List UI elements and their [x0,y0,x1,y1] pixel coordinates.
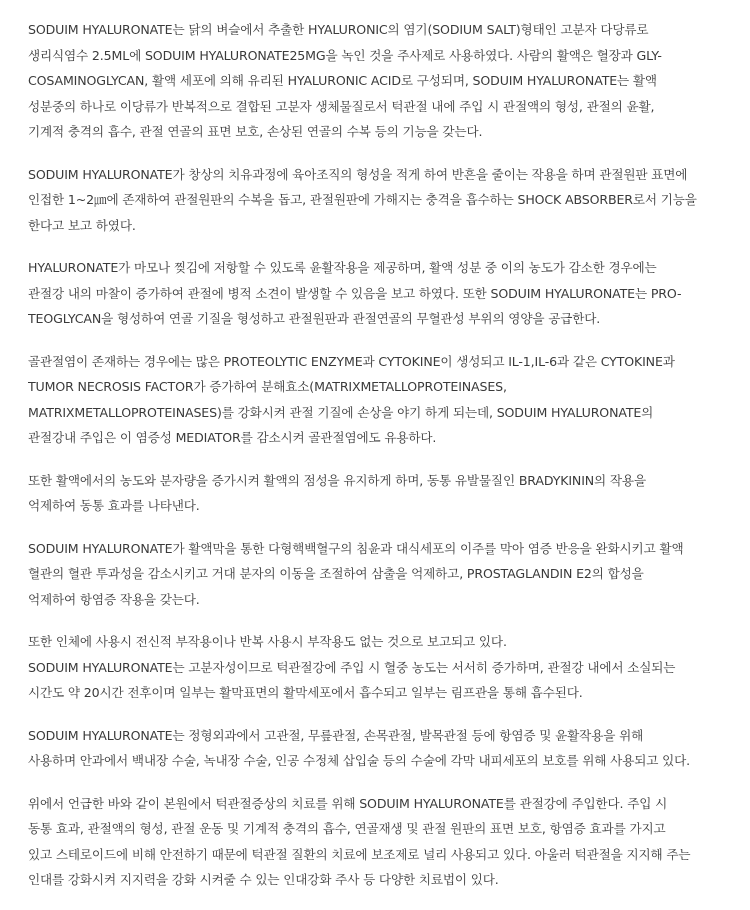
text-line: 관절강 내의 마찰이 증가하여 관절에 병적 소견이 발생할 수 있음을 보고 하였다. 또한 SODUIM HYALURONATE는 PRO- [28,285,682,301]
text-line: 또한 인체에 사용시 전신적 부작용이나 반복 사용시 부작용도 없는 것으로 보고되고 있다. [28,634,507,649]
text-line: SODUIM HYALURONATE가 창상의 치유과정에 육아조직의 형성을 적게 하여 반흔을 줄이는 작용을 하며 관절원판 표면에 [28,166,688,182]
text-line: SODUIM HYALURONATE가 활액막을 통한 다형핵백혈구의 침윤과 대식세포의 이주를 막아 염증 반응을 완화시키고 활액 [28,540,684,556]
text-line: 사용하며 안과에서 백내장 수술, 녹내장 수술, 인공 수정체 삽입술 등의 수술에 각막 내피세포의 보호를 위해 사용되고 있다. [28,753,690,768]
text-line: 억제하여 동통 효과를 나타낸다. [28,498,200,513]
text-line: SODUIM HYALURONATE는 정형외과에서 고관절, 무릎관절, 손목관절, 발목관절 등에 항염증 및 윤활작용을 위해 [28,727,644,743]
paragraph-4 [28,349,750,451]
text-line: 억제하여 항염증 작용을 갖는다. [28,591,200,607]
text-line: 기계적 충격의 흡수, 관절 연골의 표면 보호, 손상된 연골의 수복 등의 기능을 갖는다. [28,124,483,139]
text-line: MATRIXMETALLOPROTEINASES)를 강화시켜 관절 기질에 손상을 야기 하게 되는데, SODUIM HYALURONATE의 [28,404,654,420]
text-line: 동통 효과, 관절액의 형성, 관절 운동 및 기계적 충격의 흡수, 연골재생 및 관절 원판의 표면 보호, 항염증 효과를 가지고 [28,821,666,836]
text-line: 한다고 보고 하였다. [28,217,136,233]
paragraph-6 [28,536,750,613]
text-line: 혈관의 혈관 투과성을 감소시키고 거대 분자의 이동을 조절하여 삼출을 억제하고, PROSTAGLANDIN E2의 합성을 [28,566,644,581]
text-line: 생리식염수 2.5ML에 SODUIM HYALURONATE25MG을 녹인 것을 주사제로 사용하였다. 사람의 활액은 혈장과 GLY- [28,47,662,63]
text-line: SODUIM HYALURONATE는 닭의 벼슬에서 추출한 HYALURONIC의 염기(SODIUM SALT)형태인 고분자 다당류로 [28,22,649,37]
text-line: SODUIM HYALURONATE는 고분자성이므로 턱관절강에 주입 시 혈중 농도는 서서히 증가하며, 관절강 내에서 소실되는 [28,659,676,675]
text-line: 인대를 강화시켜 지지력을 강화 시켜줄 수 있는 인대강화 주사 등 다양한 치료법이 있다. [28,872,499,887]
text-line: 위에서 언급한 바와 같이 본원에서 턱관절증상의 치료를 위해 SODUIM HYALURONATE를 관절강에 주입한다. 주입 시 [28,795,668,811]
text-line: 성분중의 하나로 이당류가 반복적으로 결합된 고분자 생체물질로서 턱관절 내에 주입 시 관절액의 형성, 관절의 윤활, [28,98,655,114]
text-line: TUMOR NECROSIS FACTOR가 증가하여 분해효소(MATRIXMETALLOPROTEINASES, [28,379,507,394]
text-line: TEOGLYCAN을 형성하여 연골 기질을 형성하고 관절원판과 관절연골의 무혈관성 부위의 영양을 공급한다. [28,311,601,326]
paragraph-9 [28,791,750,893]
text-line: 골관절염이 존재하는 경우에는 많은 PROTEOLYTIC ENZYME과 CYTOKINE이 생성되고 IL-1,IL-6과 같은 CYTOKINE과 [28,353,675,369]
document-body [28,17,750,910]
paragraph-3 [28,255,750,332]
text-line: 관절강내 주입은 이 염증성 MEDIATOR를 감소시켜 골관절염에도 유용하다. [28,430,437,445]
text-line: COSAMINOGLYCAN, 활액 세포에 의해 유리된 HYALURONIC ACID로 구성되며, SODUIM HYALURONATE는 활액 [28,73,657,88]
text-line: 인접한 1~2㎛에 존재하여 관절원판의 수복을 돕고, 관절원판에 가해지는 충격을 흡수하는 SHOCK ABSORBER로서 기능을 [28,192,697,207]
paragraph-5 [28,468,750,519]
text-line: 시간도 약 20시간 전후이며 일부는 활막표면의 활막세포에서 흡수되고 일부는 림프관을 통해 흡수된다. [28,685,583,700]
paragraph-1 [28,17,750,145]
text-line: 또한 활액에서의 농도와 분자량을 증가시켜 활액의 점성을 유지하게 하며, 동통 유발물질인 BRADYKININ의 작용을 [28,472,646,488]
paragraph-8 [28,723,750,774]
paragraph-2 [28,162,750,239]
text-line: 있고 스테로이드에 비해 안전하기 때문에 턱관절 질환의 치료에 보조제로 널리 사용되고 있다. 아울러 턱관절을 지지해 주는 [28,846,691,862]
text-line: HYALURONATE가 마모나 찢김에 저항할 수 있도록 윤활작용을 제공하며, 활액 성분 중 이의 농도가 감소한 경우에는 [28,260,657,275]
paragraph-7 [28,629,750,706]
